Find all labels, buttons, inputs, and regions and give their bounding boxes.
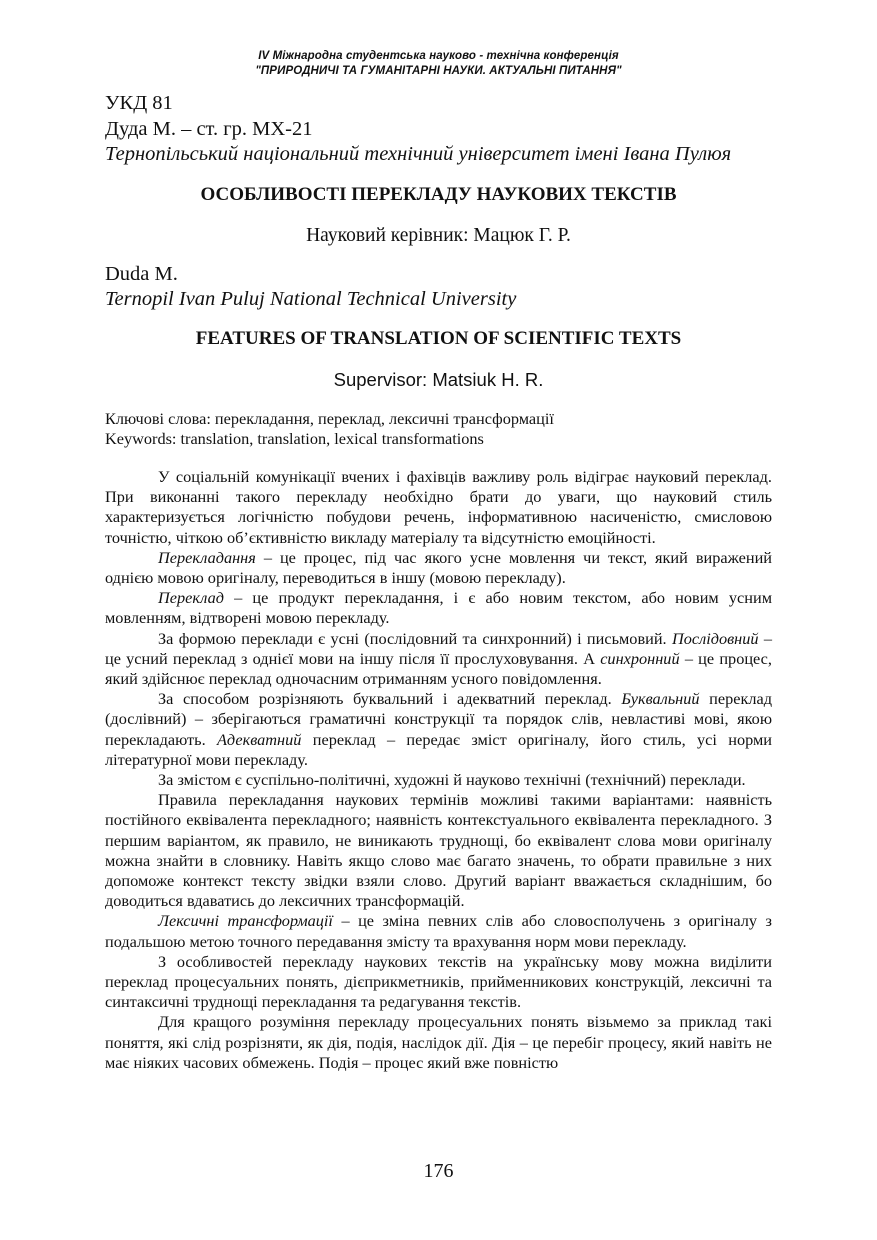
term-italic: Перекладання [158, 547, 256, 567]
paper-title-ua: ОСОБЛИВОСТІ ПЕРЕКЛАДУ НАУКОВИХ ТЕКСТІВ [200, 184, 677, 205]
affiliation-en: Ternopil Ivan Puluj National Technical University [105, 288, 517, 310]
paragraph-text: – це процес, який здійснює переклад одночасним отриманням усного повідомлення. [105, 648, 772, 689]
paragraph-5 [105, 689, 772, 770]
keywords-en: Keywords: translation, translation, lexical transformations [105, 429, 484, 448]
keywords-ua: Ключові слова: перекладання, переклад, лексичні трансформації [105, 409, 554, 428]
paragraph-text: З особливостей перекладу наукових текстів на українську мову можна виділити переклад процесуальних понять, дієприкметників, прийменникових конструкцій, лексичні та синтаксичні труднощі перекладання та редагування текстів. [105, 951, 772, 1012]
supervisor-en: Supervisor: Matsiuk H. R. [333, 369, 544, 390]
term-italic: Переклад [158, 588, 224, 608]
term-italic: Адекватний [216, 729, 302, 749]
udc-code: УКД 81 [105, 92, 173, 114]
paragraph-3 [105, 588, 772, 628]
paragraph-text: Для кращого розуміння перекладу процесуальних понять візьмемо за приклад такі поняття, які слід розрізняти, як дія, подія, наслідок дії. Дія – це перебіг процесу, який навіть не має ніяких часових обмежень. Подія – процес який вже повністю [105, 1012, 772, 1072]
term-italic: синхронний [600, 648, 680, 668]
paragraph-10 [105, 1012, 772, 1073]
paper-body [105, 467, 772, 1073]
paragraph-text: За способом розрізняють буквальний і адекватний переклад. [158, 689, 622, 709]
conference-line-1: IV Міжнародна студентська науково - технічна конференція [258, 50, 619, 62]
paragraph-text: – це усний переклад з однієї мови на іншу після її прослуховування. А [105, 628, 773, 668]
paragraph-9 [105, 952, 772, 1013]
author-ua: Дуда М. – ст. гр. МХ-21 [105, 118, 313, 140]
paragraph-text: У соціальній комунікації вчених і фахівців важливу роль відіграє науковий переклад. При виконанні такого перекладу необхідно брати до уваги, що науковий стиль характеризується логічністю побудови речень, інформативною насиченістю, смисловою точністю, чіткою об’єктивністю викладу матеріалу та відсутністю емоційності. [105, 467, 772, 547]
paragraph-4 [105, 629, 772, 690]
page-number: 176 [423, 1160, 454, 1182]
paper-title-en: FEATURES OF TRANSLATION OF SCIENTIFIC TEXTS [195, 328, 682, 349]
paragraph-text: Правила перекладання наукових термінів можливі такими варіантами: наявність постійного еквівалента перекладного; наявність контекстуального еквівалента перекладного. З першим варіантом, як правило, не виникають труднощі, бо еквівалент слова мови оригіналу можна знайти в словнику. Навіть якщо слово має багато значень, то обрати правильне з них допоможе контекст тексту звідки взяли слово. Другий варіант вважається складнішим, бо доводиться вдаватись до лексичних трансформацій. [105, 790, 772, 911]
paragraph-text: – це зміна певних слів або словосполучень з оригіналу з подальшою метою точного передавання змісту та врахування норм мови перекладу. [105, 911, 772, 951]
affiliation-ua: Тернопільський національний технічний університет імені Івана Пулюя [105, 143, 732, 165]
term-italic: Буквальний [621, 689, 700, 709]
author-en: Duda M. [105, 263, 178, 285]
conference-line-2: "ПРИРОДНИЧІ ТА ГУМАНІТАРНІ НАУКИ. АКТУАЛЬНІ ПИТАННЯ" [255, 65, 622, 77]
paragraph-1 [105, 467, 772, 548]
paragraph-text: переклад (дослівний) – зберігаються граматичні конструкції та порядок слів, невластиві мові, якою перекладають. [105, 689, 773, 749]
paragraph-text: переклад – передає зміст оригіналу, його стиль, усі норми літературної мови перекладу. [105, 729, 772, 769]
paragraph-text: За формою переклади є усні (послідовний та синхронний) і письмовий. [158, 628, 672, 648]
term-italic: Послідовний [671, 628, 759, 648]
paragraph-text: – це процес, під час якого усне мовлення чи текст, який виражений однією мовою оригіналу, переводиться в іншу (мовою перекладу). [105, 547, 772, 588]
paragraph-text: – це продукт перекладання, і є або новим текстом, або новим усним мовленням, відтворені мовою перекладу. [105, 588, 772, 628]
paragraph-6 [105, 770, 772, 790]
paragraph-text: За змістом є суспільно-політичні, художні й науково технічні (технічний) переклади. [158, 770, 746, 790]
paragraph-2 [105, 548, 772, 588]
supervisor-ua: Науковий керівник: Мацюк Г. Р. [306, 225, 571, 246]
paragraph-7 [105, 790, 772, 911]
paragraph-8 [105, 911, 772, 951]
term-italic: Лексичні трансформації [158, 911, 333, 931]
